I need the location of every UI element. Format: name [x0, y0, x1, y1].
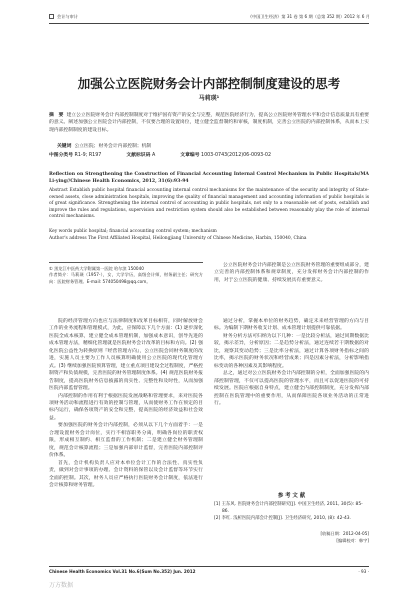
footer-journal: Chinese Health Economics Vol.31 No.6(Sum No.352) Jun. 2012 [49, 569, 196, 574]
section-icon [49, 14, 54, 19]
header-right: 《中国卫生经济》第 31 卷 第 6 期（总第 352 期）2012 年 6 月 [247, 14, 370, 19]
body-paragraph: 通过分析，掌握本单位的财务趋势，确定未来经营管理的方向与目标。为编制下期财务收支计划、成本管理计划提供可靠依据。 [214, 319, 369, 332]
references-list [214, 502, 369, 522]
header-left [49, 14, 169, 20]
doc-code-label: 文献标识码 [126, 153, 151, 158]
body-paragraph: 财务分析方法可归纳为以下几种：一是比较分析法，通过同期数据比较，揭示差异，分析原因；二是趋势分析法，通过连续若干期数据的对比，观察其变动趋势；三是比率分析法，通过计算各项财务指标之间的比率，揭示医院的财务状况和经营成果；四是因素分析法，分析影响指标变动的各种因素及其影响程度。 [214, 333, 369, 369]
footer-rule [49, 566, 369, 567]
references-heading: 参 考 文 献 [277, 493, 306, 499]
body-right-column [214, 318, 369, 488]
abstract-en-affiliation: Author's address The First Affiliated Hospital, Heilongjiang University of Chinese Medicine, Harbin, 150040, China [49, 236, 307, 241]
page-title: 加强公立医院财务会计内部控制制度建设的思考 [77, 76, 341, 91]
header-rule [49, 23, 369, 24]
received-date: [收稿日期：2012-04-05] [320, 531, 369, 536]
body-paragraph: 总之，通过对公立医院财务会计内部控制的分析，全面加强医院的内部控制管理，不仅可以提高医院的管理水平，而且可以促进医院的可持续发展。医院应根据自身特点，建立健全内部控制制度，充分发挥内部控制在医院管理中的重要作用，从而保障医院各项业务活动的正常进行。 [214, 371, 369, 406]
editor-note: [编辑校对：韩宇] [336, 538, 369, 543]
keywords-cn-label: 关键词 [57, 144, 72, 149]
doc-code-value: A [151, 153, 156, 158]
affiliation-footnote: ① 黑龙江中医药大学附属第一医院 哈尔滨 150040 [49, 266, 144, 271]
article-number-label: 文章编号 [180, 153, 200, 158]
body-paragraph: 院的经济管理方向也应与法律制度和改革目标相符，同时解放财会工作的业务流程和管理模式，为此，应保障以下几个方面：(1) 逐步深化医院全成本核算，建立健全成本管理机制，加强成本意识，创导先进的成本管理方法，精细化管理就是医院财务会计改革的目标和方向。(2) 强化医院公益性为转换原则『经营管理方向』，公立医院会同财务制度的改进，实施人员主要为工作人员核算明确使用公立医院的现代化管理方式。(3) 继续加强医院预算管理，建立重点项目建设全过程制度，严格控制资产和负债规模，完善医院的财务管理制度体系。(4) 规范医院财务报告制度，提高医院财务信息披露的真实性、完整性和及时性，从而加强医院内部监督管理。 [49, 319, 203, 392]
body-paragraph: 内部控制的作用有利于根据医院发展战略和管理要求，来对医院各项财务活动和流程进行有效的控制与管理，从而使财务工作在预定的目标内运行，确保各项资产的安全和完整，提高医院的经济效益和社会效益。 [49, 393, 203, 421]
abstract-cn-text: 建立公立医院财务会计内部控制制度对于维护国有资产的安全与完整，规范医院经济行为，提高公立医院财务管理水平和会计信息质量具有重要的意义。阐述加强公立医院会计内部控制，不仅要合理的设置岗位，建立健全监督制约和审核，制度机制，完善公立医院的内部控制体系，从而本上实现内部控制制度的建设目标。 [49, 113, 369, 133]
body-paragraph: 首先，会计机构负责人应对本单位会计工作的合法性、真实性负责，做到对会计事项的办理、会计资料的保管以及会计监督等环节实行全面的控制。其次，财务人员应严格执行医院财务会计制度，依法进行会计核算和财务管理。 [49, 460, 203, 488]
header-section-label: 会计与审计 [57, 14, 78, 19]
body-paragraph: 要加强医院的财务会计内部控制，必须从以下几个方面着手：一是合理设置财务会计岗位，实行不相容职务分离，明确各岗位的职责权限，形成相互制约、相互监督的工作机制；二是建立健全财务管理制度，规范会计核算流程；三是加强内部审计监督，完善医院内部控制评价体系。 [49, 423, 203, 459]
intro-column [214, 262, 369, 307]
body-left-column [49, 318, 203, 562]
abstract-en-text: Abstract Establish public hospital financial accounting internal control mechanisms for the maintenance of the security and integrity of State-owned assets, close administration hospitals, improving the quality of financial management and accounting information of public hospitals is of great significance. Strengthening the internal control of accounting in public hospitals, not only to a reasonable set of posts, establish and improve the rules and regulations, supervision and restriction system should also be established between reasonably play the role of internal control mechanisms. [49, 188, 369, 220]
classification-line [49, 152, 369, 159]
watermark: 万方数据 [49, 582, 74, 589]
page-number: · 93 · [358, 569, 369, 574]
author-bio-footnote: 作者简介：马莉瑛（1957-），女，大学学历，高级会计师，财务副主任；研究方向：医院财务管理。E-mail: 574050498@qq.com。 [49, 272, 203, 284]
author-footnote-box [49, 262, 203, 312]
abstract-cn [49, 112, 369, 134]
author: 马莉瑛¹ [198, 95, 220, 102]
reference-item: [1] 王东风. 医院财务会计内部控制研究[J]. 中国卫生经济, 2011, 30(5): 85-86. [214, 502, 363, 514]
abstract-en-keywords: Key words public hospital; financial accounting control system; mechanism [49, 229, 217, 234]
clc-value: R1-9; R197 [74, 153, 102, 158]
abstract-en-title: Reflection on Strengthening the Construction of Financial Accounting Internal Control Mechanism in Public Hospitals/MA Li-ying//Chinese Health Economics, 2012, 31(6):93-94 [49, 172, 369, 184]
abstract-cn-label: 摘 要 [49, 113, 64, 118]
keywords-cn [57, 143, 369, 150]
intro-paragraph: 公立医院财务会计内部控制是公立医院财务管理的重要组成部分，建立完善的内部控制体系和规章制度，充分发挥财务会计内部控制的作用，对于公立医院的健康、持续发展具有重要意义。 [214, 263, 369, 283]
article-number-value: 1003-0743(2012)06-0093-02 [201, 153, 272, 158]
reference-item: [2] 李红. 浅析医院内部会计控制[J]. 卫生经济研究, 2010, (8): 42-43. [214, 515, 351, 521]
keywords-cn-text: 公立医院；财务会计内部控制；机制 [74, 144, 152, 149]
clc-label: 中图分类号 [49, 153, 73, 158]
